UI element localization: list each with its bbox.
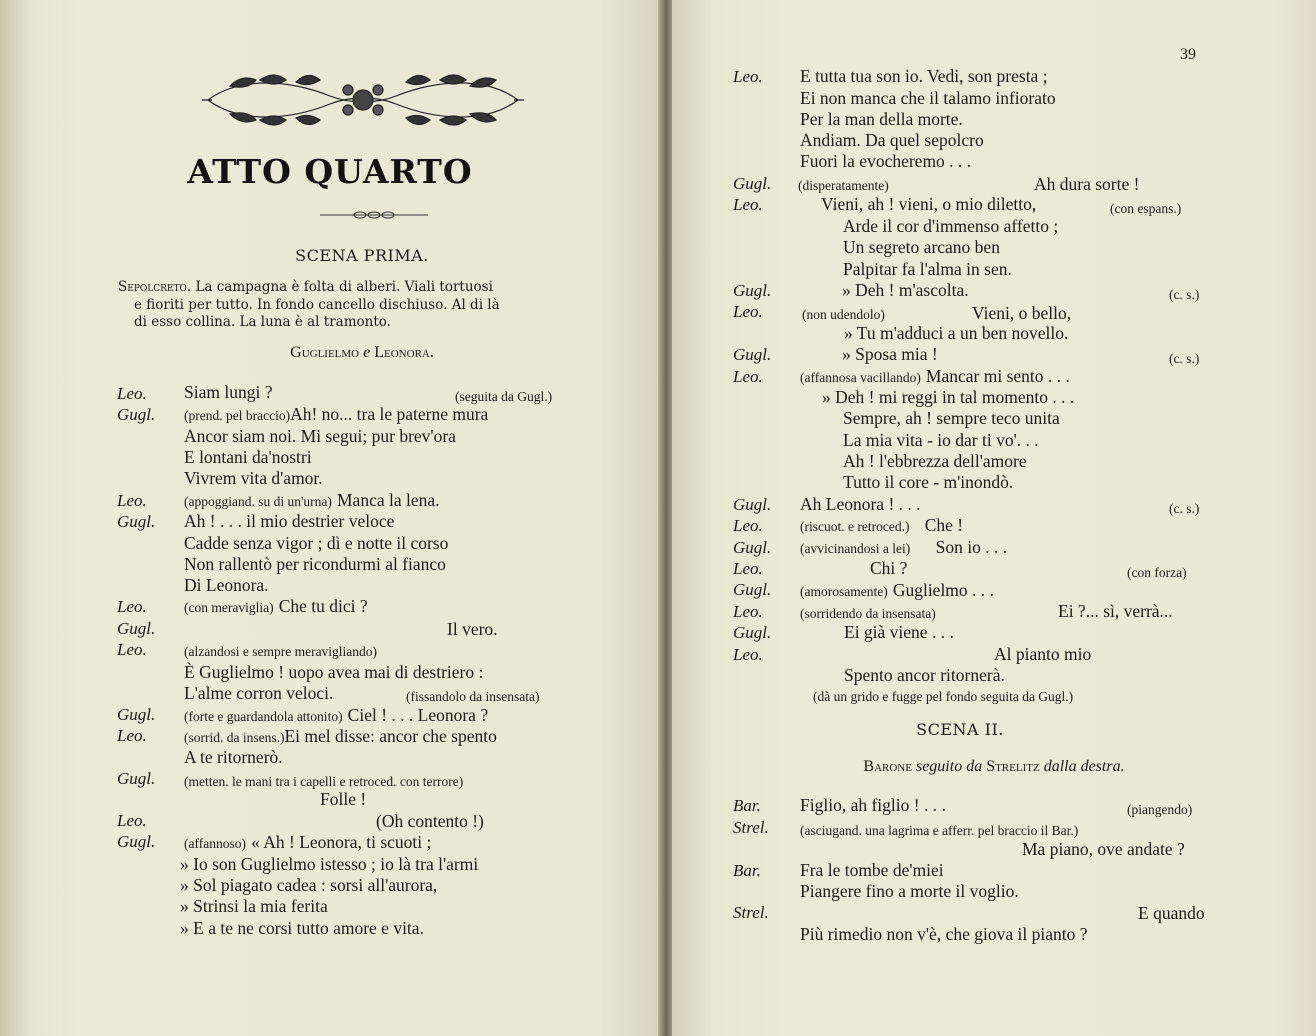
verse-line: Ciel ! . . . Leonora ?: [347, 705, 489, 725]
scene2-characters: [672, 759, 1316, 775]
speaker-label: Gugl.: [733, 623, 772, 642]
speaker-label: Gugl.: [117, 512, 156, 531]
verse-line: Ah ! l'ebbrezza dell'amore: [843, 451, 1027, 471]
verse-line: Ma piano, ove andate ?: [1022, 839, 1185, 859]
speaker-label: Leo.: [733, 195, 763, 214]
description-line: e fioriti per tutto. In fondo cancello dischiuso. Al di là: [134, 296, 500, 313]
stage-direction: (sorrid. da insens.): [184, 730, 285, 745]
dialogue-line: [184, 834, 431, 852]
stage-direction: (con espans.): [1110, 201, 1182, 216]
stage-direction: (riscuot. e retroced.): [800, 519, 910, 534]
verse-line: La mia vita - io dar ti vo'. . .: [843, 430, 1039, 450]
speaker-label: Leo.: [733, 602, 763, 621]
speaker-label: Strel.: [733, 818, 769, 837]
stage-direction: (disperatamente): [798, 178, 889, 193]
verse-line: Fuori la evocheremo . . .: [800, 151, 972, 171]
stage-direction: (con forza): [1127, 565, 1187, 580]
verse-line: Son io . . .: [935, 537, 1008, 557]
verse-line: Ah Leonora ! . . .: [800, 494, 921, 514]
verse-line: Ei ?... sì, verrà...: [1058, 601, 1173, 621]
verse-line: Ah dura sorte !: [1034, 174, 1140, 194]
verse-line: » Io son Guglielmo istesso ; io là tra l'armi: [180, 854, 479, 874]
stage-direction: (affannosa vacillando): [800, 370, 921, 385]
stage-direction: (c. s.): [1169, 501, 1200, 516]
character-sep: dalla destra.: [1043, 758, 1125, 775]
verse-line: Vieni, o bello,: [972, 303, 1072, 323]
right-page: [672, 0, 1316, 1036]
verse-line: Ei non manca che il talamo infiorato: [800, 88, 1056, 108]
speaker-label: Leo.: [117, 726, 147, 745]
verse-line: Siam lungi ?: [184, 382, 273, 402]
verse-line: » Strinsi la mia ferita: [180, 896, 328, 916]
verse-line: » Deh ! mi reggi in tal momento . . .: [822, 387, 1075, 407]
stage-direction: (alzandosi e sempre meravigliando): [184, 644, 378, 659]
verse-line: Guglielmo . . .: [892, 580, 994, 600]
stage-direction: (fissandolo da insensata): [406, 689, 540, 704]
verse-line: Vivrem vita d'amor.: [184, 468, 323, 488]
stage-direction: (prend. pel braccio): [184, 408, 291, 423]
stage-direction: (seguita da Gugl.): [455, 389, 553, 404]
speaker-label: Gugl.: [117, 832, 156, 851]
dialogue-line: [184, 406, 488, 424]
verse-line: » Sol piagato cadea : sorsi all'aurora,: [180, 875, 438, 895]
speaker-label: Gugl.: [733, 495, 772, 514]
speaker-label: Gugl.: [117, 705, 156, 724]
divider-rule-icon: [318, 210, 430, 220]
character-name: Guglielmo: [290, 344, 360, 361]
stage-direction: (piangendo): [1127, 802, 1193, 817]
scene2-title: SCENA II.: [916, 720, 1004, 739]
stage-direction: (metten. le mani tra i capelli e retroced. con terrore): [184, 774, 464, 789]
description-line: La campagna è folta di alberi. Viali tortuosi: [195, 279, 493, 295]
verse-line: » Tu m'adduci a un ben novello.: [844, 323, 1069, 343]
verse-line: Ah ! . . . il mio destrier veloce: [184, 511, 395, 531]
act-title: ATTO QUARTO: [187, 152, 473, 191]
verse-line: Che !: [924, 515, 964, 535]
character-name: Leonora.: [374, 344, 434, 361]
verse-line: Andiam. Da quel sepolcro: [800, 130, 984, 150]
verse-line: Ah! no... tra le paterne mura: [290, 404, 489, 424]
stage-direction: (non udendolo): [802, 307, 885, 322]
speaker-label: Leo.: [117, 811, 147, 830]
verse-line: Manca la lena.: [337, 490, 440, 510]
verse-line: Tutto il core - m'inondò.: [843, 472, 1014, 492]
verse-line: » E a te ne corsi tutto amore e vita.: [180, 918, 424, 938]
verse-line: Il vero.: [447, 619, 498, 639]
description-line: di esso collina. La luna è al tramonto.: [134, 314, 391, 330]
verse-line: Non rallentò per ricondurmi al fianco: [184, 554, 446, 574]
stage-direction: (avvicinandosi a lei): [800, 541, 911, 556]
character-list: [0, 345, 660, 361]
stage-direction: (c. s.): [1169, 351, 1200, 366]
verse-line: Ancor siam noi. Mi segui; pur brev'ora: [184, 426, 456, 446]
speaker-label: Leo.: [733, 645, 763, 664]
speaker-label: Leo.: [733, 516, 763, 535]
speaker-label: Leo.: [117, 640, 147, 659]
dialogue-line: [184, 728, 497, 746]
speaker-label: Strel.: [733, 903, 769, 922]
verse-line: Al pianto mio: [994, 644, 1092, 664]
verse-line: È Guglielmo ! uopo avea mai di destriero :: [184, 662, 484, 682]
verse-line: « Ah ! Leonora, ti scuoti ;: [251, 832, 432, 852]
speaker-label: Leo.: [117, 597, 147, 616]
scene-title: SCENA PRIMA.: [295, 246, 429, 265]
stage-direction: (amorosamente): [800, 584, 888, 599]
verse-line: Palpitar fa l'alma in sen.: [843, 259, 1012, 279]
verse-line: Piangere fino a morte il voglio.: [800, 881, 1019, 901]
verse-line: Ei mel disse: ancor che spento: [284, 726, 497, 746]
speaker-label: Bar.: [733, 861, 761, 880]
speaker-label: Leo.: [733, 367, 763, 386]
verse-line: A te ritornerò.: [184, 747, 283, 767]
speaker-label: Gugl.: [733, 174, 772, 193]
description-lead: Sepolcreto.: [118, 279, 192, 295]
dialogue-line: [800, 517, 963, 535]
speaker-label: Bar.: [733, 796, 761, 815]
verse-line: Sempre, ah ! sempre teco unita: [843, 408, 1060, 428]
verse-line: E lontani da'nostri: [184, 447, 312, 467]
verse-line: » Sposa mia !: [842, 344, 938, 364]
stage-direction: (con meraviglia): [184, 600, 274, 615]
verse-line: Fra le tombe de'miei: [800, 860, 944, 880]
verse-line: Arde il cor d'immenso affetto ;: [843, 216, 1059, 236]
verse-line: Vieni, ah ! vieni, o mio diletto,: [821, 194, 1037, 214]
dialogue-line: [184, 492, 440, 510]
stage-direction: (asciugand. una lagrima e afferr. pel braccio il Bar.): [800, 823, 1079, 838]
verse-line: Spento ancor ritornerà.: [844, 665, 1005, 685]
verse-line: Mancar mi sento . . .: [925, 366, 1070, 386]
verse-line: Figlio, ah figlio ! . . .: [800, 795, 946, 815]
speaker-label: Leo.: [733, 559, 763, 578]
speaker-label: Gugl.: [117, 405, 156, 424]
dialogue-line: [800, 368, 1070, 386]
floral-ornament-icon: [200, 66, 526, 132]
speaker-label: Leo.: [117, 491, 147, 510]
verse-line: Folle !: [320, 789, 367, 809]
dialogue-line: [184, 598, 368, 616]
stage-direction: (dà un grido e fugge pel fondo seguita da Gugl.): [813, 689, 1074, 704]
speaker-label: Leo.: [733, 302, 763, 321]
verse-line: (Oh contento !): [376, 811, 484, 831]
speaker-label: Gugl.: [733, 281, 772, 300]
scene-description: [118, 279, 618, 332]
dialogue-line: [800, 582, 994, 600]
character-name: Strelitz: [986, 758, 1040, 775]
verse-line: L'alme corron veloci.: [184, 683, 334, 703]
dialogue-line: [800, 539, 1007, 557]
speaker-label: Gugl.: [117, 769, 156, 788]
speaker-label: Leo.: [117, 384, 147, 403]
stage-direction: (appoggiand. su di un'urna): [184, 494, 332, 509]
verse-line: Di Leonora.: [184, 575, 269, 595]
dialogue-line: [184, 707, 488, 725]
stage-direction: (affannoso): [184, 836, 246, 851]
verse-line: Un segreto arcano ben: [843, 237, 1000, 257]
verse-line: Per la man della morte.: [800, 109, 963, 129]
speaker-label: Gugl.: [733, 345, 772, 364]
verse-line: Che tu dici ?: [278, 596, 368, 616]
verse-line: » Deh ! m'ascolta.: [842, 280, 969, 300]
stage-direction: (sorridendo da insensata): [800, 606, 936, 621]
speaker-label: Gugl.: [733, 580, 772, 599]
verse-line: Cadde senza vigor ; dì e notte il corso: [184, 533, 449, 553]
verse-line: Chi ?: [870, 558, 908, 578]
verse-line: E tutta tua son io. Vedi, son presta ;: [800, 66, 1048, 86]
verse-line: Più rimedio non v'è, che giova il pianto ?: [800, 924, 1088, 944]
page-number: 39: [1180, 46, 1196, 63]
stage-direction: (c. s.): [1169, 287, 1200, 302]
stage-direction: (forte e guardandola attonito): [184, 709, 343, 724]
verse-line: E quando: [1138, 903, 1205, 923]
character-sep: seguito da: [915, 758, 983, 775]
character-sep: e: [363, 344, 371, 361]
character-name: Barone: [863, 758, 912, 775]
speaker-label: Gugl.: [117, 619, 156, 638]
verse-line: Ei già viene . . .: [844, 622, 954, 642]
speaker-label: Leo.: [733, 67, 763, 86]
speaker-label: Gugl.: [733, 538, 772, 557]
